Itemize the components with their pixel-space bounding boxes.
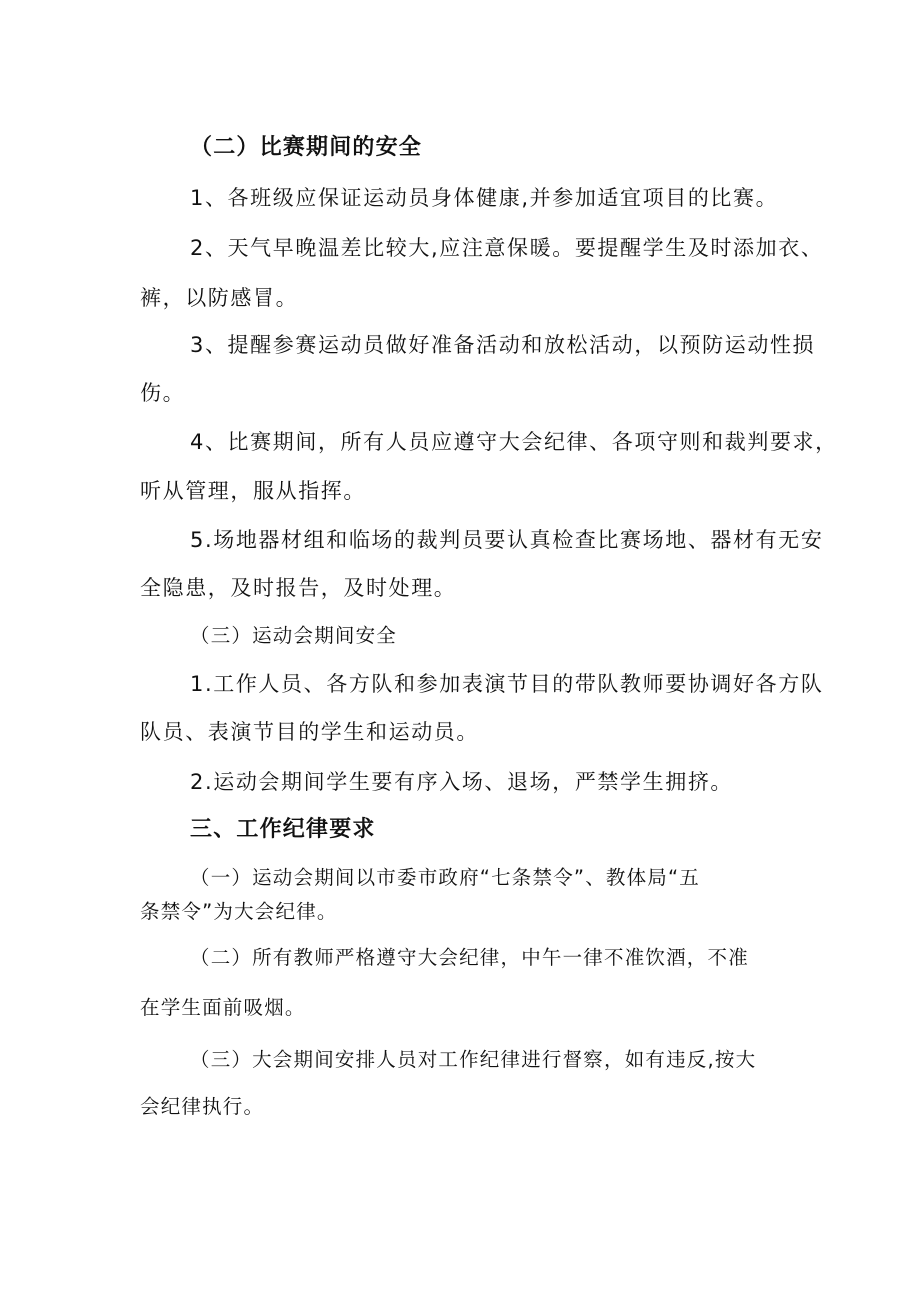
paragraph-line: （二）所有教师严格遵守大会纪律，中午一律不准饮酒，不准 <box>190 946 749 969</box>
paragraph-line: 伤。 <box>140 381 186 405</box>
paragraph-line: （一）运动会期间以市委市政府“七条禁令”、教体局“五 <box>190 866 701 889</box>
paragraph-line: 听从管理，服从指挥。 <box>140 479 366 503</box>
paragraph-line: 会纪律执行。 <box>140 1095 265 1118</box>
paragraph-line: 4、比赛期间，所有人员应遵守大会纪律、各项守则和裁判要求， <box>190 430 838 454</box>
paragraph-line: 在学生面前吸烟。 <box>140 996 306 1019</box>
paragraph-line: 条禁令”为大会纪律。 <box>140 900 338 923</box>
paragraph-line: 2、天气早晚温差比较大,应注意保暖。要提醒学生及时添加衣、 <box>190 236 824 260</box>
section-heading-competition-safety: （二）比赛期间的安全 <box>190 135 423 160</box>
section-heading-work-discipline: 三、工作纪律要求 <box>190 817 376 842</box>
paragraph-line: 裤，以防感冒。 <box>140 286 299 310</box>
paragraph-line: 1、各班级应保证运动员身体健康,并参加适宜项目的比赛。 <box>190 186 779 210</box>
paragraph-line: 队员、表演节目的学生和运动员。 <box>140 720 479 744</box>
paragraph-line: 2.运动会期间学生要有序入场、退场，严禁学生拥挤。 <box>190 770 734 794</box>
section-heading-sports-meet-safety: （三）运动会期间安全 <box>190 624 398 647</box>
paragraph-line: 5.场地器材组和临场的裁判员要认真检查比赛场地、器材有无安 <box>190 528 824 552</box>
paragraph-line: （三）大会期间安排人员对工作纪律进行督察，如有违反,按大 <box>190 1048 757 1071</box>
paragraph-line: 1.工作人员、各方队和参加表演节目的带队教师要协调好各方队 <box>190 672 824 696</box>
paragraph-line: 全隐患，及时报告，及时处理。 <box>140 576 457 600</box>
paragraph-line: 3、提醒参赛运动员做好准备活动和放松活动，以预防运动性损 <box>190 333 816 357</box>
